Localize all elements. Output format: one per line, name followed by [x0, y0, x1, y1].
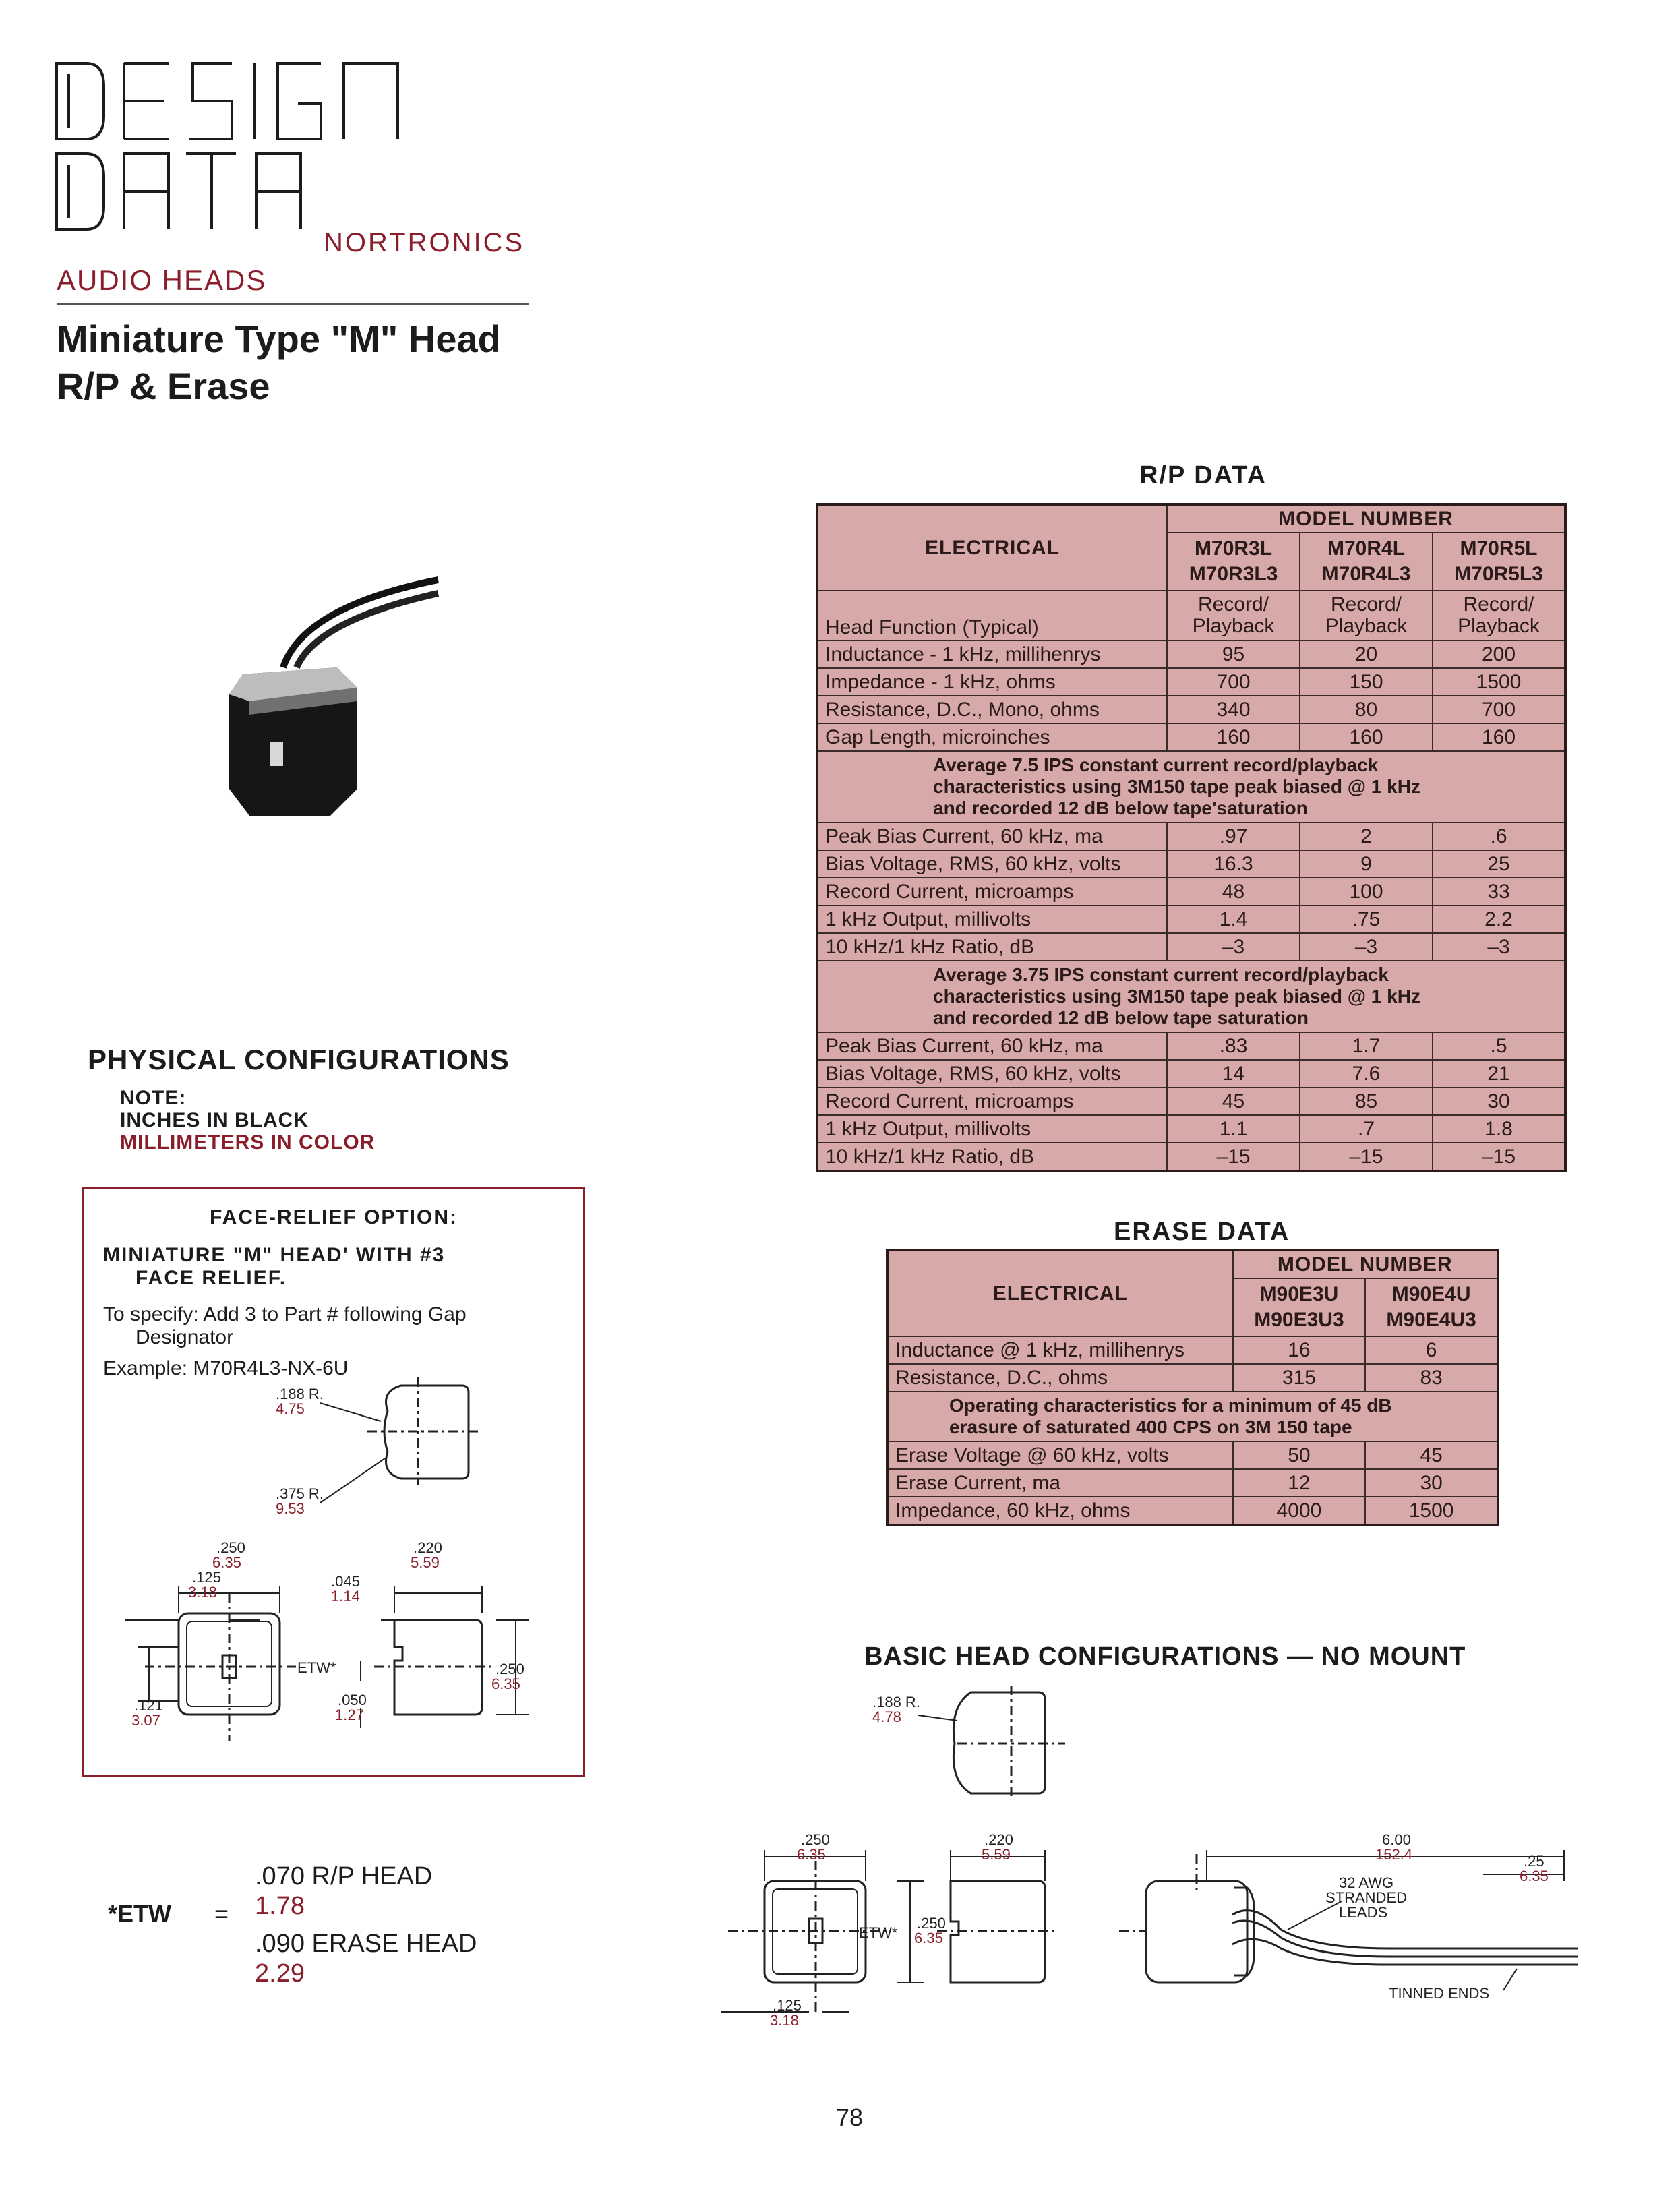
leads-label: LEADS: [1339, 1904, 1388, 1921]
electrical-header: ELECTRICAL: [887, 1250, 1233, 1336]
note-label: NOTE:: [120, 1087, 187, 1109]
dim-len600-in: 6.00: [1382, 1831, 1411, 1848]
etw-label: *ETW: [108, 1900, 171, 1928]
dim-h050-in: .050: [338, 1692, 367, 1708]
dim-etw: ETW*: [297, 1659, 336, 1676]
etw-erase-value: .090 ERASE HEAD: [255, 1930, 477, 1958]
table-row: 1 kHz Output, millivolts 1.1 .7 1.8: [817, 1115, 1565, 1143]
dim-len25-mm: 6.35: [1520, 1868, 1549, 1884]
table-row: Record Current, microamps 45 85 30: [817, 1088, 1565, 1115]
dim-r188-mm: 4.75: [276, 1400, 305, 1417]
etw-erase-mm: 2.29: [255, 1959, 305, 1988]
face-relief-line: MINIATURE "M" HEAD' WITH #3: [103, 1244, 446, 1266]
head-function-value: Record/ Playback: [1167, 591, 1300, 641]
awg-label: 32 AWG: [1339, 1874, 1394, 1891]
model-cell: M90E3U M90E3U3: [1233, 1278, 1366, 1336]
face-relief-instruction: To specify: Add 3 to Part # following Gap: [103, 1303, 467, 1326]
brand-name: NORTRONICS: [324, 228, 525, 258]
model-cell: M90E4U M90E4U3: [1365, 1278, 1498, 1336]
basic-configurations-title: BASIC HEAD CONFIGURATIONS — NO MOUNT: [864, 1642, 1466, 1671]
design-data-logo: [54, 59, 418, 235]
table-row: Inductance - 1 kHz, millihenrys 95 20 200: [817, 641, 1565, 668]
model-number-header: MODEL NUMBER: [1167, 504, 1565, 533]
dim-etw: ETW*: [859, 1924, 898, 1941]
model-cell: M70R4L M70R4L3: [1300, 533, 1433, 591]
table-row: Bias Voltage, RMS, 60 kHz, volts 16.3 9 25: [817, 850, 1565, 878]
model-cell: M70R5L M70R5L3: [1433, 533, 1565, 591]
dim-h121-in: .121: [134, 1697, 163, 1714]
dim-d220-mm: 5.59: [982, 1846, 1011, 1863]
table-row: Impedance, 60 kHz, ohms 4000 1500: [887, 1497, 1498, 1525]
rp-data-table: [816, 503, 1567, 1172]
page-subtitle: R/P & Erase: [57, 365, 270, 407]
table-row: 1 kHz Output, millivolts 1.4 .75 2.2: [817, 905, 1565, 933]
etw-rp-mm: 1.78: [255, 1892, 305, 1920]
page-number: 78: [836, 2104, 864, 2131]
note-inches: INCHES IN BLACK: [120, 1109, 309, 1131]
page-title: Miniature Type "M" Head: [57, 318, 501, 360]
table-row: 10 kHz/1 kHz Ratio, dB –3 –3 –3: [817, 933, 1565, 961]
table-row: Gap Length, microinches 160 160 160: [817, 723, 1565, 751]
dim-h250-mm: 6.35: [491, 1675, 520, 1692]
table-row: Erase Current, ma 12 30: [887, 1469, 1498, 1497]
table-row: Impedance - 1 kHz, ohms 700 150 1500: [817, 668, 1565, 696]
face-relief-box: [82, 1187, 585, 1777]
test-condition-note: Operating characteristics for a minimum of 45 dB erasure of saturated 400 CPS on 3M 150 tape: [887, 1392, 1498, 1441]
face-relief-line: FACE RELIEF.: [136, 1267, 287, 1289]
table-row: Peak Bias Current, 60 kHz, ma .97 2 .6: [817, 823, 1565, 850]
dim-h250-in: .250: [917, 1915, 946, 1932]
stranded-label: STRANDED: [1325, 1889, 1408, 1906]
electrical-header: ELECTRICAL: [817, 504, 1167, 591]
dim-w125-in: .125: [773, 1997, 802, 2014]
dim-w250-in: .250: [801, 1831, 830, 1848]
face-relief-drawing: [84, 1189, 583, 1775]
dim-h250-in: .250: [496, 1661, 524, 1677]
dim-w125-in: .125: [192, 1569, 221, 1586]
dim-r188-in: .188 R.: [276, 1386, 324, 1402]
head-function-value: Record/ Playback: [1300, 591, 1433, 641]
model-cell: M70R3L M70R3L3: [1167, 533, 1300, 591]
dim-d220-in: .220: [984, 1831, 1013, 1848]
dim-w125-mm: 3.18: [188, 1584, 217, 1601]
dim-h050-mm: 1.27: [335, 1706, 364, 1723]
test-condition-note: Average 7.5 IPS constant current record/playback characteristics using 3M150 tape peak biased @ 1 kHz and recorded 12 dB below tape'saturation: [817, 751, 1565, 823]
etw-rp-value: .070 R/P HEAD: [255, 1862, 433, 1890]
dim-h121-mm: 3.07: [131, 1712, 160, 1729]
dim-w250-mm: 6.35: [212, 1554, 241, 1571]
head-function-value: Record/ Playback: [1433, 591, 1565, 641]
table-row: Resistance, D.C., Mono, ohms 340 80 700: [817, 696, 1565, 723]
dim-len25-in: .25: [1524, 1853, 1544, 1870]
dim-d045-mm: 1.14: [331, 1588, 360, 1605]
erase-data-table: [886, 1249, 1499, 1526]
test-condition-note: Average 3.75 IPS constant current record/playback characteristics using 3M150 tape peak biased @ 1 kHz and recorded 12 dB below tape saturation: [817, 961, 1565, 1032]
tinned-ends-label: TINNED ENDS: [1389, 1985, 1490, 2002]
dim-r188-mm: 4.78: [872, 1708, 901, 1725]
dim-r375-in: .375 R.: [276, 1485, 324, 1502]
category-label: AUDIO HEADS: [57, 264, 267, 296]
dim-w250-mm: 6.35: [797, 1846, 826, 1863]
rp-data-caption: R/P DATA: [1139, 461, 1267, 489]
table-row: 10 kHz/1 kHz Ratio, dB –15 –15 –15: [817, 1143, 1565, 1171]
face-relief-example: Example: M70R4L3-NX-6U: [103, 1357, 349, 1379]
table-row: Bias Voltage, RMS, 60 kHz, volts 14 7.6 21: [817, 1060, 1565, 1088]
dim-w125-mm: 3.18: [770, 2012, 799, 2029]
table-row: Record Current, microamps 48 100 33: [817, 878, 1565, 905]
table-row: Peak Bias Current, 60 kHz, ma .83 1.7 .5: [817, 1032, 1565, 1060]
dim-d220-mm: 5.59: [411, 1554, 440, 1571]
etw-equals: =: [214, 1900, 229, 1928]
head-photo: [222, 566, 452, 836]
dim-h250-mm: 6.35: [914, 1930, 943, 1946]
table-row: Erase Voltage @ 60 kHz, volts 50 45: [887, 1441, 1498, 1469]
dim-d045-in: .045: [331, 1573, 360, 1590]
dim-w250-in: .250: [216, 1539, 245, 1556]
face-relief-instruction: Designator: [136, 1326, 234, 1348]
dim-r375-mm: 9.53: [276, 1500, 305, 1517]
face-relief-title: FACE-RELIEF OPTION:: [210, 1206, 458, 1228]
table-row: Resistance, D.C., ohms 315 83: [887, 1364, 1498, 1392]
model-number-header: MODEL NUMBER: [1233, 1250, 1498, 1278]
dim-d220-in: .220: [413, 1539, 442, 1556]
header-divider: [57, 303, 529, 305]
note-millimeters: MILLIMETERS IN COLOR: [120, 1131, 376, 1154]
table-row: Inductance @ 1 kHz, millihenrys 16 6: [887, 1336, 1498, 1364]
dim-len600-mm: 152.4: [1375, 1846, 1413, 1863]
erase-data-caption: ERASE DATA: [1114, 1218, 1290, 1246]
physical-configurations-title: PHYSICAL CONFIGURATIONS: [88, 1044, 510, 1075]
head-function-label: Head Function (Typical): [817, 591, 1167, 641]
dim-r188-in: .188 R.: [872, 1694, 920, 1710]
basic-head-drawing: [715, 1679, 1591, 2056]
